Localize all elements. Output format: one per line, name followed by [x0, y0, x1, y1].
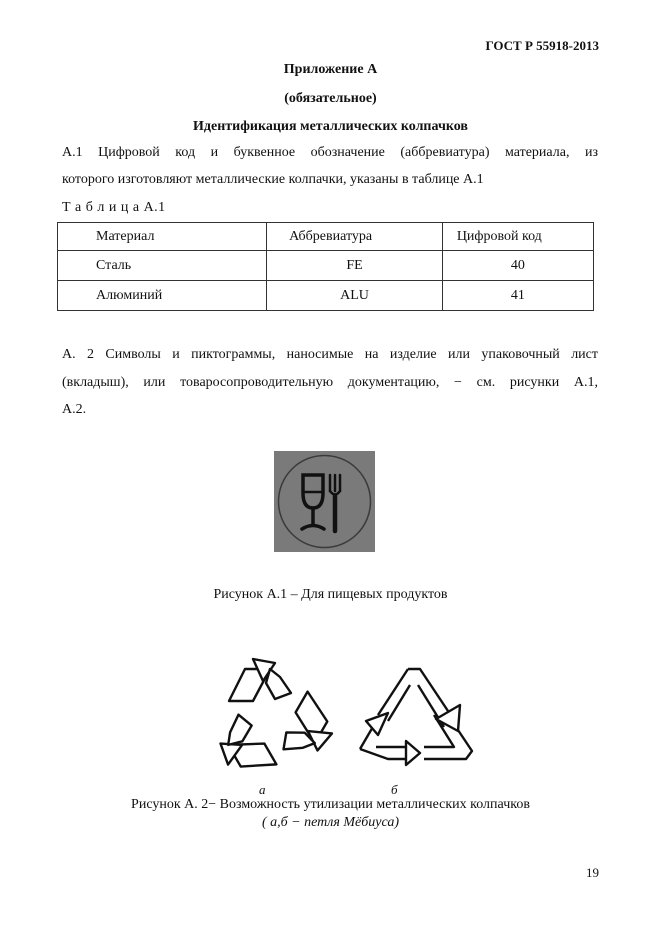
appendix-title: Приложение А	[283, 62, 378, 77]
standard-number: ГОСТ Р 55918-2013	[485, 38, 599, 53]
section-a2-line3: А.2.	[62, 402, 87, 417]
figure-a1-caption: Рисунок А.1 – Для пищевых продуктов	[213, 587, 448, 602]
table-header-code: Цифровой код	[442, 223, 593, 251]
pictogram-background	[274, 451, 375, 552]
recycling-arrows-icon	[203, 655, 339, 777]
materials-table	[57, 222, 594, 311]
table-cell-abbreviation: FE	[267, 251, 443, 281]
food-safe-pictogram	[274, 451, 375, 552]
figure-a2-caption-line1: Рисунок А. 2− Возможность утилизации металлических колпачков	[131, 797, 530, 812]
page-number: 19	[586, 865, 599, 880]
appendix-status: (обязательное)	[284, 91, 377, 106]
table-row	[58, 281, 594, 311]
table-label: Т а б л и ц а А.1	[62, 200, 166, 215]
table-header-material: Материал	[58, 223, 267, 251]
section-a2-line2: (вкладыш), или товаросопроводительную документацию, − см. рисунки А.1,	[62, 375, 598, 390]
table-cell-material: Сталь	[58, 251, 267, 281]
table-row	[58, 251, 594, 281]
section-a1-line1: А.1 Цифровой код и буквенное обозначение (аббревиатура) материала, из	[62, 145, 598, 160]
table-header-row	[58, 223, 594, 251]
appendix-heading: Идентификация металлических колпачков	[193, 119, 468, 134]
section-a2-line1: А. 2 Символы и пиктограммы, наносимые на изделие или упаковочный лист	[62, 347, 598, 362]
figure-a2-caption-line2: ( а,б − петля Мёбиуса)	[261, 815, 400, 830]
table-cell-material: Алюминий	[58, 281, 267, 311]
section-a1-line2: которого изготовляют металлические колпачки, указаны в таблице А.1	[62, 172, 484, 187]
table-cell-abbreviation: ALU	[267, 281, 443, 311]
table-cell-code: 40	[442, 251, 593, 281]
mobius-loop-icon	[348, 661, 480, 773]
figure-a2-label-b: б	[391, 782, 398, 797]
table-cell-code: 41	[442, 281, 593, 311]
figure-a2-label-a: а	[259, 782, 266, 797]
table-header-abbreviation: Аббревиатура	[267, 223, 443, 251]
